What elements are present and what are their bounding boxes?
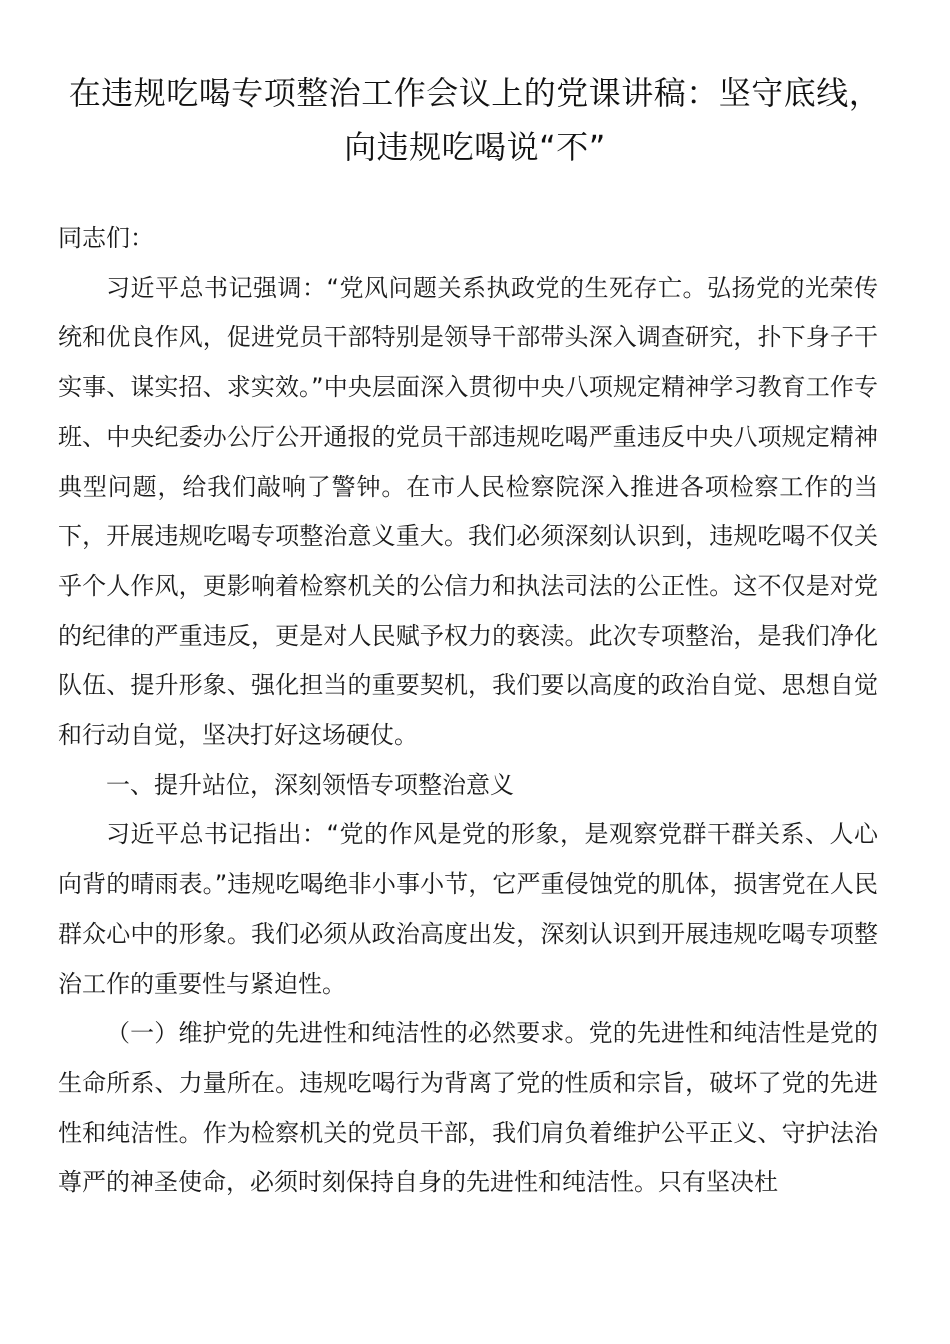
salutation: 同志们： — [58, 224, 154, 252]
paragraph-subsection-1: （一）维护党的先进性和纯洁性的必然要求。党的先进性和纯洁性是党的生命所系、力量所在。违规吃喝行为背离了党的性质和宗旨，破坏了党的先进性和纯洁性。作为检察机关的党员干部，我们肩负着维护公平正义、守护法治尊严的神圣使命，必须时刻保持自身的先进性和纯洁性。只有坚决杜 — [58, 1019, 878, 1197]
paragraph-section-1: 习近平总书记指出：“党的作风是党的形象，是观察党群干群关系、人心向背的晴雨表。”违规吃喝绝非小事小节，它严重侵蚀党的肌体，损害党在人民群众心中的形象。我们必须从政治高度出发，深刻认识到开展违规吃喝专项整治工作的重要性与紧迫性。 — [58, 820, 878, 998]
paragraph-intro: 习近平总书记强调：“党风问题关系执政党的生死存亡。弘扬党的光荣传统和优良作风，促进党员干部特别是领导干部带头深入调查研究，扑下身子干实事、谋实招、求实效。”中央层面深入贯彻中央八项规定精神学习教育工作专班、中央纪委办公厅公开通报的党员干部违规吃喝严重违反中央八项规定精神典型问题，给我们敲响了警钟。在市人民检察院深入推进各项检察工作的当下，开展违规吃喝专项整治意义重大。我们必须深刻认识到，违规吃喝不仅关乎个人作风，更影响着检察机关的公信力和执法司法的公正性。这不仅是对党的纪律的严重违反，更是对人民赋予权力的亵渎。此次专项整治，是我们净化队伍、提升形象、强化担当的重要契机，我们要以高度的政治自觉、思想自觉和行动自觉，坚决打好这场硬仗。 — [58, 273, 878, 750]
document-title: 在违规吃喝专项整治工作会议上的党课讲稿：坚守底线，向违规吃喝说“不” — [68, 74, 882, 166]
document-body — [58, 214, 878, 1208]
section-heading-1: 一、提升站位，深刻领悟专项整治意义 — [106, 770, 514, 799]
